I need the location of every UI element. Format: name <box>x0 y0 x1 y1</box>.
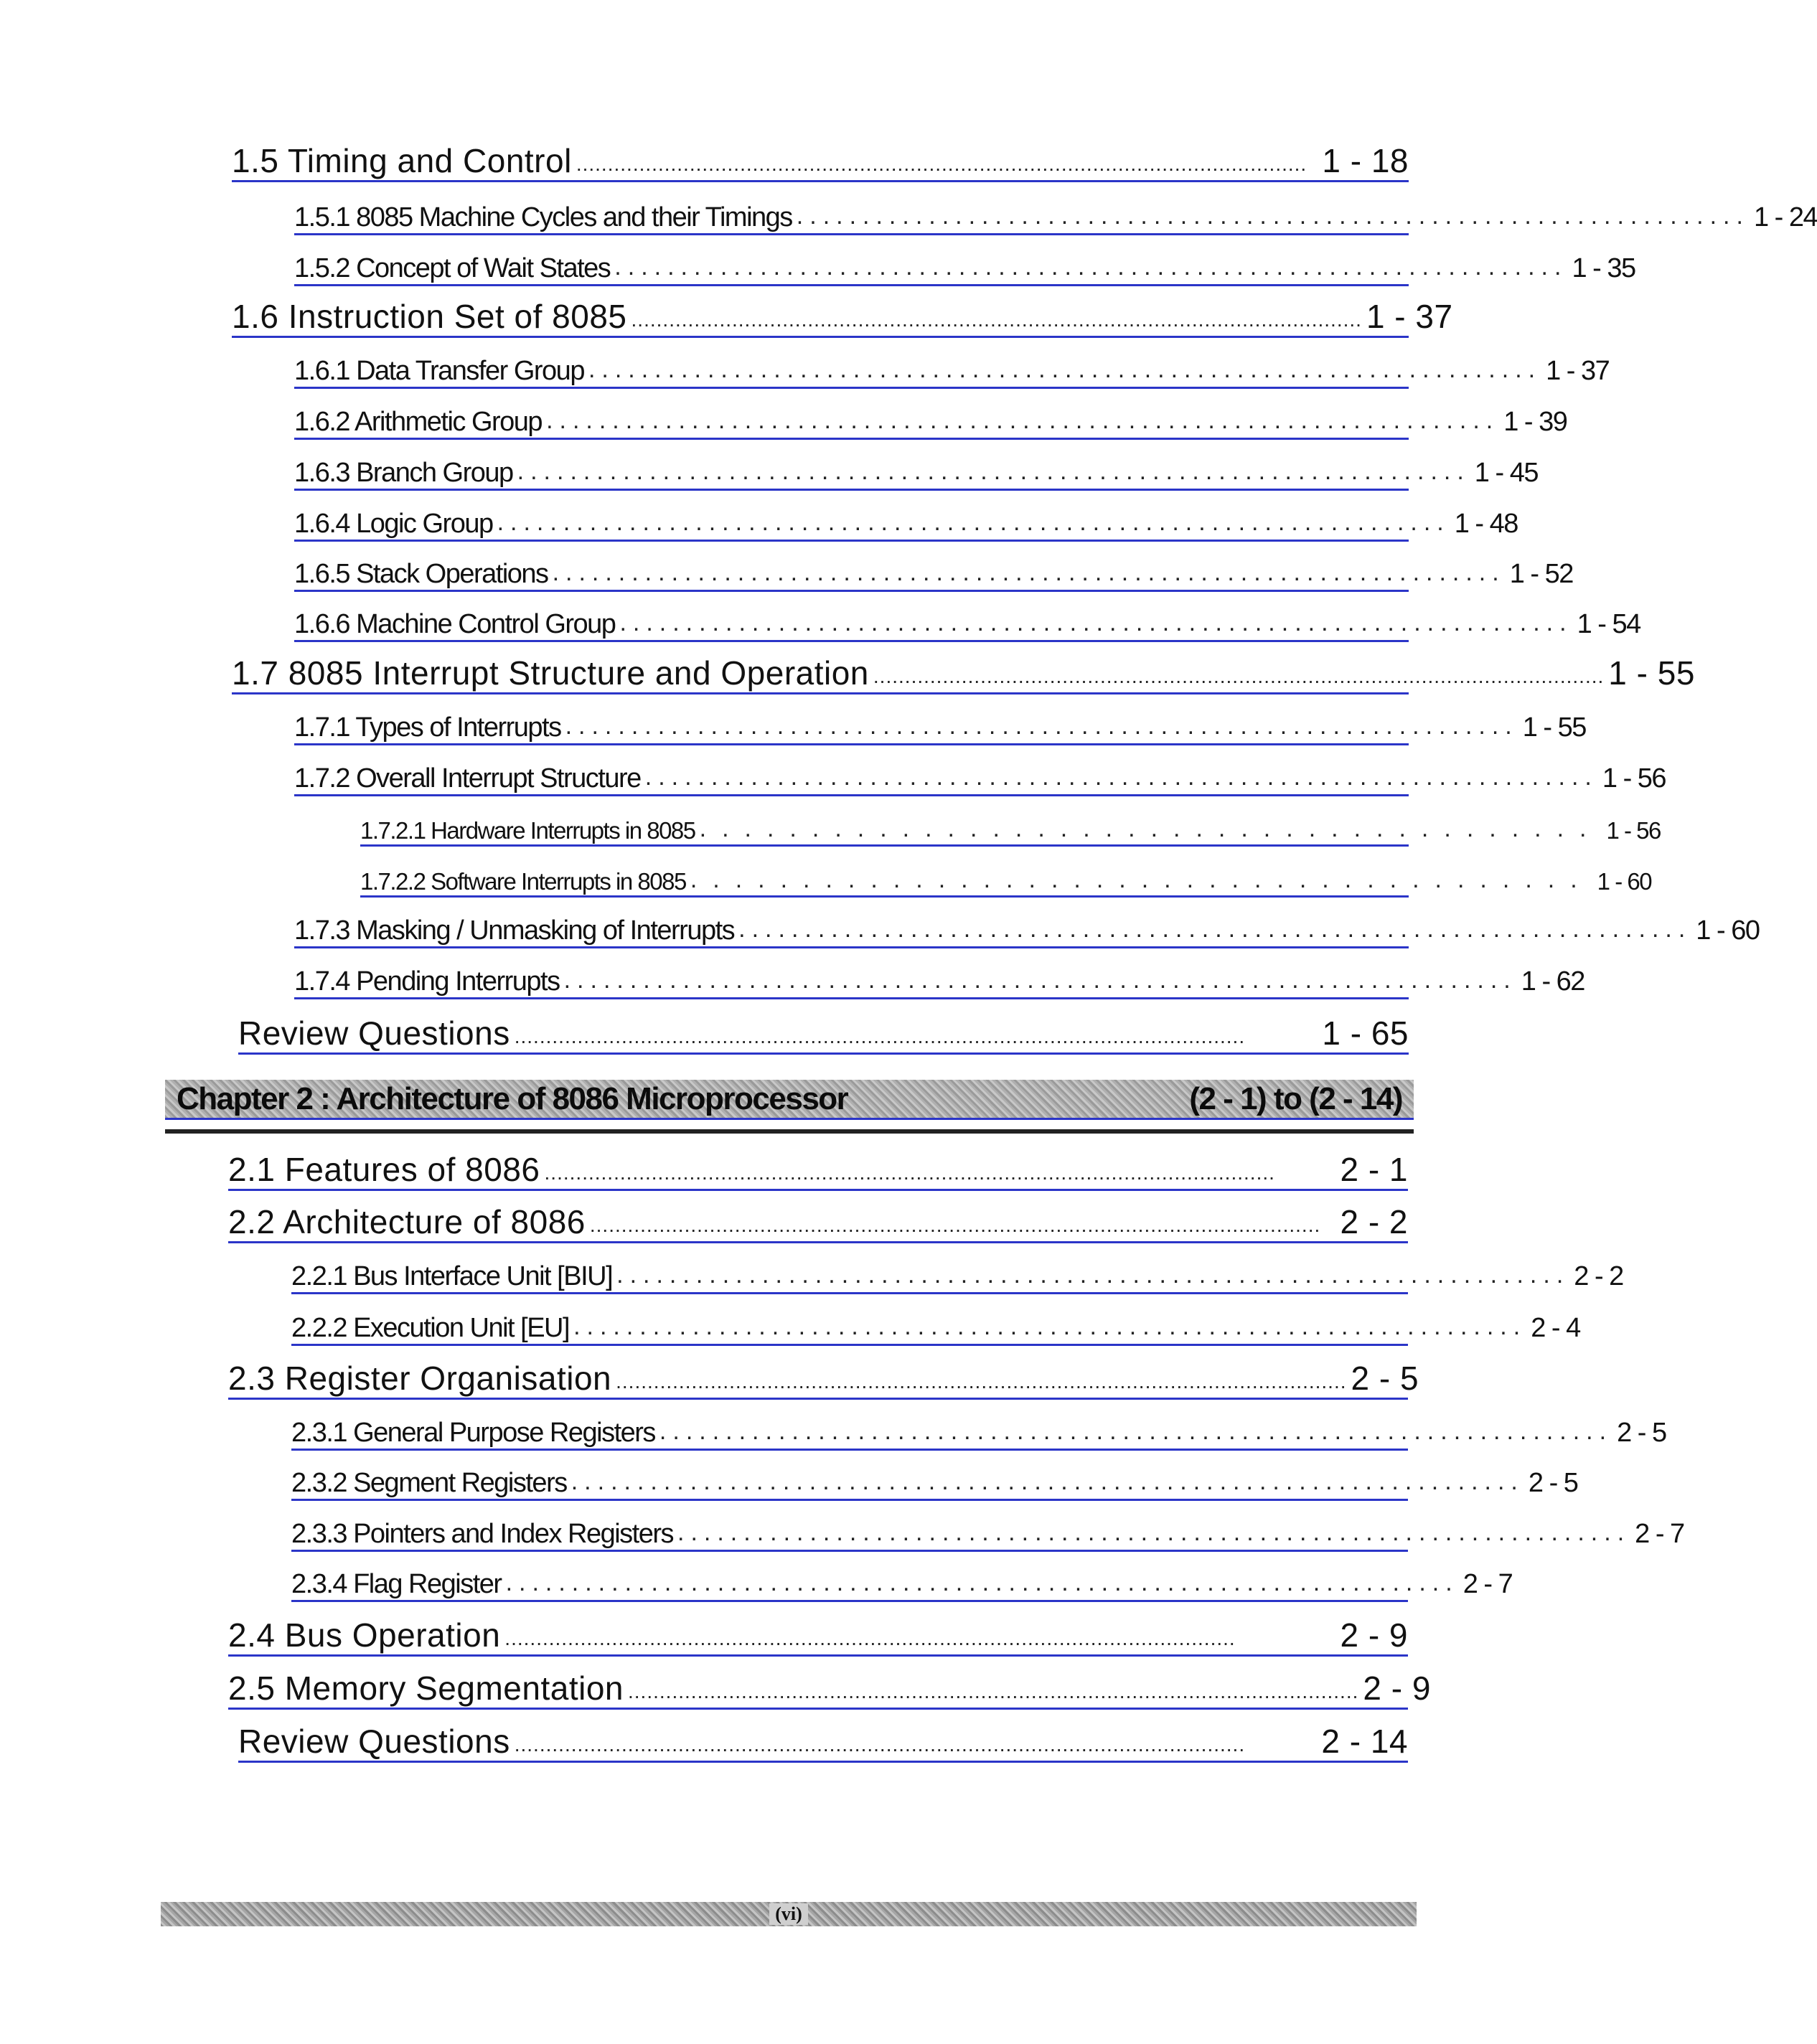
toc-entry-page: 1 - 55 <box>1522 712 1586 743</box>
toc-entry-page: 2 - 2 <box>1574 1261 1623 1291</box>
toc-entry-1-7-2-1[interactable]: 1.7.2.1 Hardware Interrupts in 8085 ........................................ 1 - 56 <box>360 816 1409 847</box>
toc-entry-page: 1 - 37 <box>1546 356 1610 386</box>
toc-entry-2-3-2[interactable]: 2.3.2 Segment Registers ........................................................................ 2 - 5 <box>291 1468 1408 1501</box>
toc-entry-review-questions-2[interactable]: Review Questions .................................................................................................................... 2 - 14 <box>238 1725 1408 1763</box>
toc-entry-page: 2 - 4 <box>1531 1313 1580 1343</box>
toc-entry-1-6-3[interactable]: 1.6.3 Branch Group ........................................................................ 1 - 45 <box>294 458 1409 491</box>
toc-entry-title: 1.6.6 Machine Control Group <box>294 609 616 639</box>
toc-entry-page: 1 - 35 <box>1572 253 1635 283</box>
toc-entry-page: 1 - 55 <box>1608 654 1695 692</box>
toc-entry-page: 2 - 14 <box>1321 1723 1408 1760</box>
toc-entry-page: 1 - 18 <box>1322 142 1409 179</box>
toc-entry-title: 2.1 Features of 8086 <box>228 1151 540 1188</box>
toc-entry-title: 1.7 8085 Interrupt Structure and Operation <box>232 654 869 692</box>
toc-entry-page: 1 - 60 <box>1597 868 1652 895</box>
toc-entry-title: 1.6.5 Stack Operations <box>294 559 548 589</box>
toc-entry-page: 1 - 52 <box>1509 559 1573 589</box>
toc-entry-1-7-1[interactable]: 1.7.1 Types of Interrupts ........................................................................ 1 - 55 <box>294 712 1409 745</box>
footer-bar <box>161 1902 1417 1926</box>
toc-entry-title: 2.5 Memory Segmentation <box>228 1669 624 1707</box>
toc-entry-title: 1.7.4 Pending Interrupts <box>294 966 560 997</box>
toc-entry-2-2-2[interactable]: 2.2.2 Execution Unit [EU] ........................................................................ 2 - 4 <box>291 1313 1408 1346</box>
toc-entry-page: 2 - 1 <box>1340 1151 1408 1188</box>
toc-entry-1-6-6[interactable]: 1.6.6 Machine Control Group ........................................................................ 1 - 54 <box>294 609 1409 642</box>
toc-entry-page: 2 - 5 <box>1351 1360 1419 1397</box>
toc-entry-title: 2.3.3 Pointers and Index Registers <box>291 1519 674 1549</box>
toc-entry-1-6-2[interactable]: 1.6.2 Arithmetic Group ........................................................................ 1 - 39 <box>294 407 1409 440</box>
toc-entry-title: 2.2 Architecture of 8086 <box>228 1203 586 1240</box>
toc-entry-page: 1 - 37 <box>1366 298 1453 335</box>
toc-entry-page: 2 - 9 <box>1340 1616 1408 1654</box>
toc-entry-title: 1.7.1 Types of Interrupts <box>294 712 561 743</box>
toc-entry-1-7-2[interactable]: 1.7.2 Overall Interrupt Structure ........................................................................ 1 - 56 <box>294 763 1409 796</box>
toc-entry-title: 2.3 Register Organisation <box>228 1360 612 1397</box>
toc-entry-2-4[interactable]: 2.4 Bus Operation .................................................................................................................... 2 - 9 <box>228 1619 1408 1657</box>
toc-entry-page: 1 - 56 <box>1606 817 1661 844</box>
toc-entry-2-3-4[interactable]: 2.3.4 Flag Register ........................................................................ 2 - 7 <box>291 1569 1408 1602</box>
toc-entry-page: 2 - 9 <box>1363 1669 1431 1707</box>
toc-entry-title: 1.7.2.1 Hardware Interrupts in 8085 <box>360 817 695 844</box>
chapter-divider <box>165 1129 1414 1134</box>
toc-entry-page: 1 - 65 <box>1322 1014 1409 1052</box>
toc-entry-title: 1.6 Instruction Set of 8085 <box>232 298 627 335</box>
toc-entry-page: 1 - 62 <box>1521 966 1584 997</box>
toc-entry-title: 2.3.4 Flag Register <box>291 1569 502 1599</box>
chapter-2-heading[interactable] <box>165 1080 1414 1120</box>
toc-entry-page: 1 - 56 <box>1602 763 1666 793</box>
toc-entry-1-7-3[interactable]: 1.7.3 Masking / Unmasking of Interrupts ........................................................................ 1 - 60 <box>294 915 1409 948</box>
toc-entry-title: 1.6.3 Branch Group <box>294 458 513 488</box>
toc-entry-page: 1 - 45 <box>1474 458 1538 488</box>
toc-entry-2-3-3[interactable]: 2.3.3 Pointers and Index Registers ........................................................................ 2 - 7 <box>291 1519 1408 1552</box>
toc-entry-page: 2 - 7 <box>1635 1519 1684 1549</box>
toc-entry-title: 2.2.2 Execution Unit [EU] <box>291 1313 570 1343</box>
toc-entry-title: Review Questions <box>238 1723 510 1760</box>
toc-entry-page: 1 - 60 <box>1696 915 1760 946</box>
toc-entry-page: 1 - 48 <box>1454 509 1518 539</box>
toc-entry-title: 1.5.2 Concept of Wait States <box>294 253 611 283</box>
toc-entry-title: 2.2.1 Bus Interface Unit [BIU] <box>291 1261 613 1291</box>
toc-entry-2-2[interactable]: 2.2 Architecture of 8086 .................................................................................................................... 2 - 2 <box>228 1206 1408 1243</box>
toc-entry-title: 2.3.2 Segment Registers <box>291 1468 567 1498</box>
toc-entry-title: 1.6.1 Data Transfer Group <box>294 356 584 386</box>
toc-entry-review-questions-1[interactable]: Review Questions .................................................................................................................... 1 - 65 <box>238 1017 1409 1055</box>
toc-entry-title: Review Questions <box>238 1014 510 1052</box>
toc-entry-title: 1.6.4 Logic Group <box>294 509 493 539</box>
toc-entry-1-6-5[interactable]: 1.6.5 Stack Operations ........................................................................ 1 - 52 <box>294 559 1409 592</box>
toc-entry-title: 2.3.1 General Purpose Registers <box>291 1418 655 1448</box>
toc-entry-2-5[interactable]: 2.5 Memory Segmentation .................................................................................................................... 2 - 9 <box>228 1672 1408 1710</box>
toc-entry-page: 2 - 7 <box>1462 1569 1513 1599</box>
toc-entry-1-6[interactable]: 1.6 Instruction Set of 8085 .................................................................................................................... 1 - 37 <box>232 301 1409 338</box>
toc-entry-title: 1.5 Timing and Control <box>232 142 572 179</box>
toc-entry-2-1[interactable]: 2.1 Features of 8086 .................................................................................................................... 2 - 1 <box>228 1154 1408 1191</box>
toc-entry-page: 2 - 5 <box>1528 1468 1578 1498</box>
page-number: (vi) <box>769 1903 808 1925</box>
toc-entry-1-5[interactable]: 1.5 Timing and Control .................................................................................................................... 1 - 18 <box>232 145 1409 182</box>
toc-entry-2-2-1[interactable]: 2.2.1 Bus Interface Unit [BIU] ........................................................................ 2 - 2 <box>291 1261 1408 1294</box>
toc-entry-title: 1.5.1 8085 Machine Cycles and their Timings <box>294 202 792 232</box>
toc-entry-1-6-4[interactable]: 1.6.4 Logic Group ........................................................................ 1 - 48 <box>294 509 1409 542</box>
toc-entry-page: 2 - 2 <box>1340 1203 1408 1240</box>
toc-entry-page: 2 - 5 <box>1617 1418 1666 1448</box>
toc-entry-1-6-1[interactable]: 1.6.1 Data Transfer Group ........................................................................ 1 - 37 <box>294 356 1409 389</box>
toc-entry-1-5-2[interactable]: 1.5.2 Concept of Wait States ........................................................................ 1 - 35 <box>294 253 1409 286</box>
toc-entry-title: 1.7.2.2 Software Interrupts in 8085 <box>360 868 686 895</box>
toc-entry-2-3[interactable]: 2.3 Register Organisation .................................................................................................................... 2 - 5 <box>228 1362 1408 1400</box>
toc-entry-1-7-4[interactable]: 1.7.4 Pending Interrupts ........................................................................ 1 - 62 <box>294 966 1409 999</box>
toc-entry-page: 1 - 24 <box>1753 202 1817 232</box>
toc-entry-1-7[interactable]: 1.7 8085 Interrupt Structure and Operation .................................................................................................................... 1 - 55 <box>232 657 1409 694</box>
toc-entry-2-3-1[interactable]: 2.3.1 General Purpose Registers ........................................................................ 2 - 5 <box>291 1418 1408 1451</box>
toc-entry-title: 1.7.3 Masking / Unmasking of Interrupts <box>294 915 735 946</box>
chapter-page-range: (2 - 1) to (2 - 14) <box>1189 1080 1402 1116</box>
toc-entry-title: 1.6.2 Arithmetic Group <box>294 407 543 437</box>
toc-entry-page: 1 - 39 <box>1503 407 1567 437</box>
toc-entry-title: 2.4 Bus Operation <box>228 1616 501 1654</box>
toc-entry-1-5-1[interactable]: 1.5.1 8085 Machine Cycles and their Timings ........................................................................ 1 - 24 <box>294 202 1409 235</box>
toc-entry-page: 1 - 54 <box>1577 609 1640 639</box>
toc-entry-1-7-2-2[interactable]: 1.7.2.2 Software Interrupts in 8085 ........................................ 1 - 60 <box>360 867 1409 898</box>
toc-entry-title: 1.7.2 Overall Interrupt Structure <box>294 763 641 793</box>
chapter-title: Chapter 2 : Architecture of 8086 Microprocessor <box>177 1080 848 1116</box>
